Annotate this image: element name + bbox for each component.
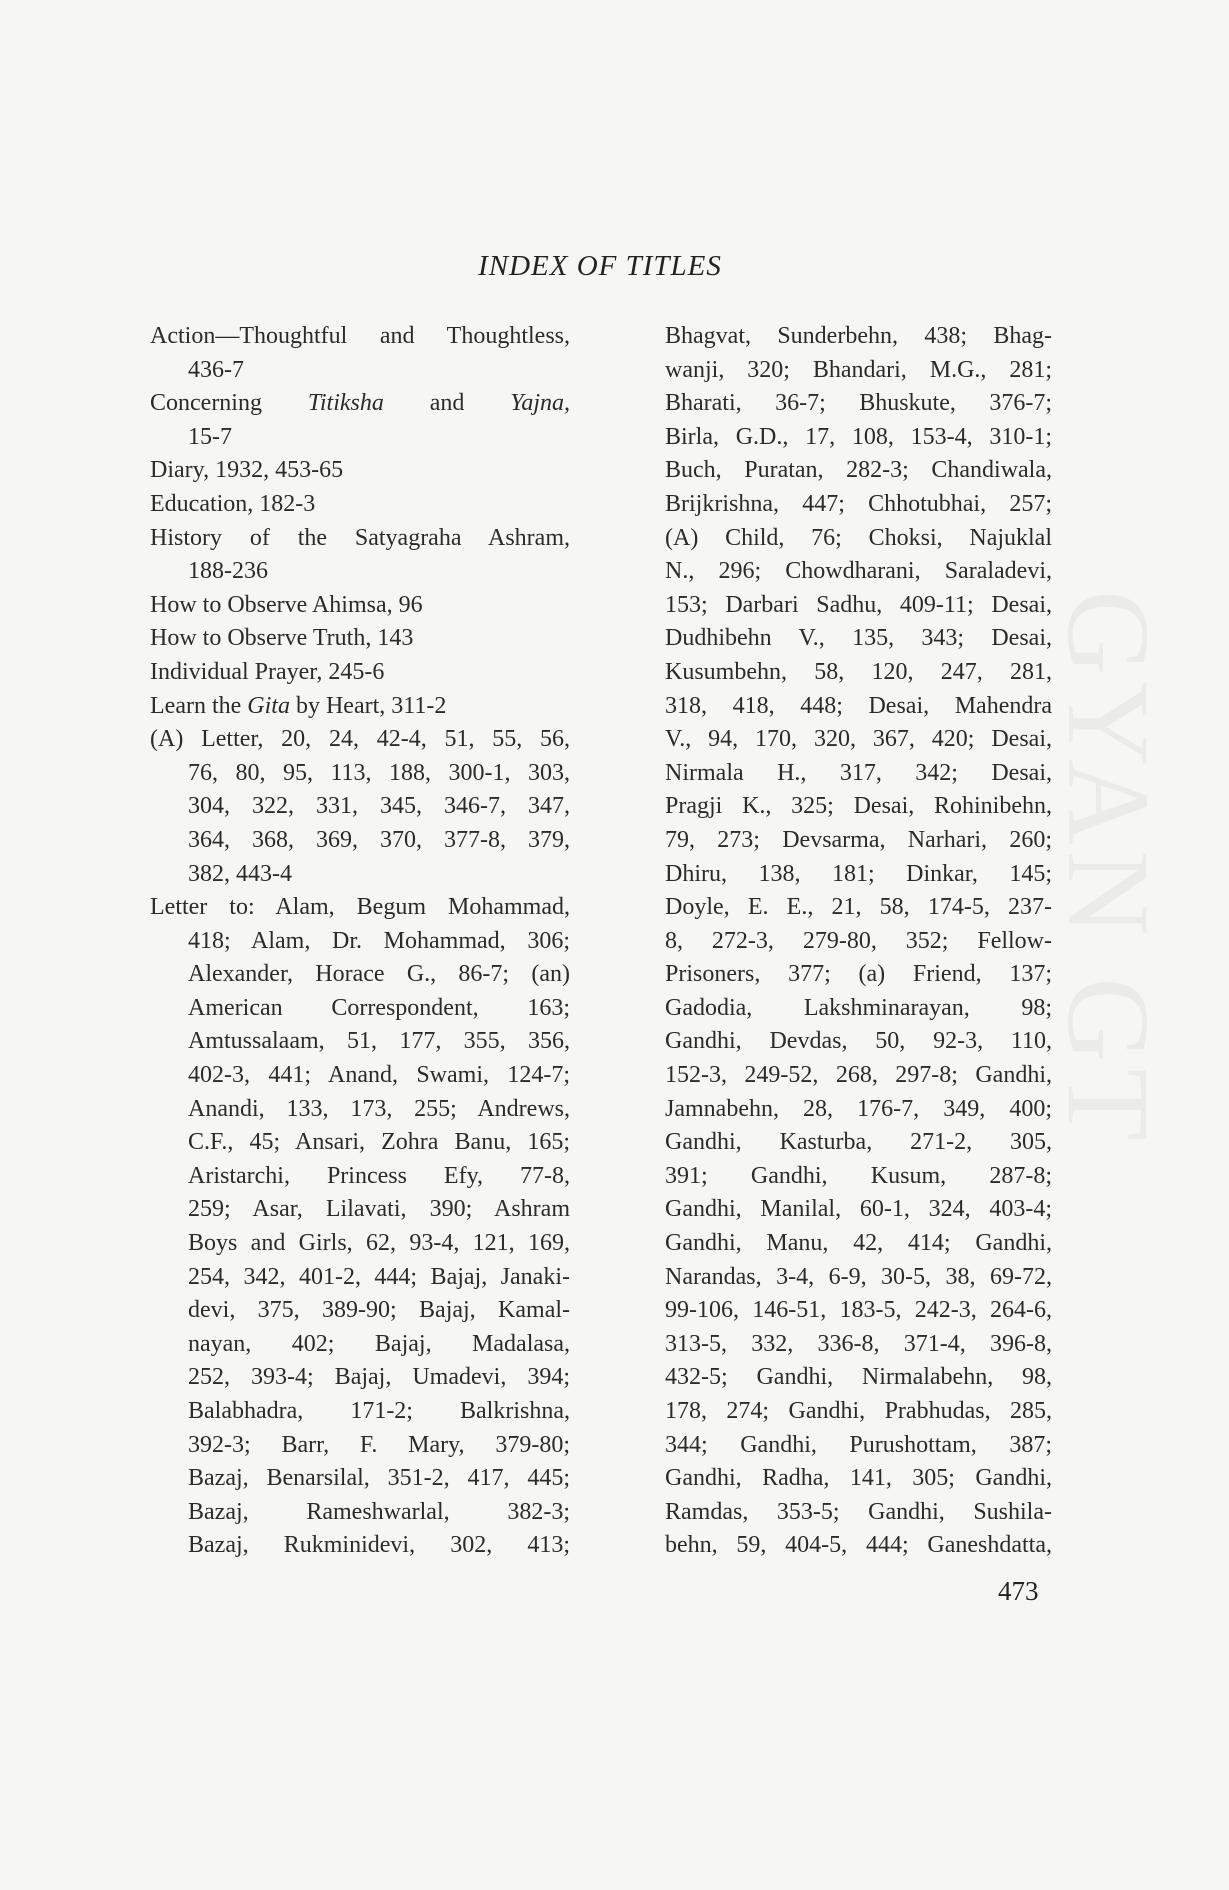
index-line: 418; Alam, Dr. Mohammad, 306; — [188, 927, 570, 954]
index-line: Education, 182-3 — [150, 490, 316, 517]
index-line: Diary, 1932, 453-65 — [150, 457, 344, 484]
index-line: N., 296; Chowdharani, Saraladevi, — [665, 558, 1052, 585]
index-line: 99-106, 146-51, 183-5, 242-3, 264-6, — [665, 1297, 1052, 1324]
index-line: 392-3; Barr, F. Mary, 379-80; — [188, 1431, 570, 1458]
index-line: 152-3, 249-52, 268, 297-8; Gandhi, — [665, 1062, 1052, 1089]
index-line: (A) Letter, 20, 24, 42-4, 51, 55, 56, — [150, 726, 570, 753]
index-line: Gandhi, Devdas, 50, 92-3, 110, — [665, 1028, 1052, 1055]
index-line: Balabhadra, 171-2; Balkrishna, — [188, 1398, 570, 1424]
index-line: Buch, Puratan, 282-3; Chandiwala, — [665, 457, 1052, 484]
index-text: by Heart, 311-2 — [289, 692, 447, 719]
index-line: Gadodia, Lakshminarayan, 98; — [665, 994, 1052, 1021]
index-line: C.F., 45; Ansari, Zohra Banu, 165; — [188, 1129, 570, 1156]
index-line: Boys and Girls, 62, 93-4, 121, 169, — [188, 1230, 570, 1257]
index-line: Pragji K., 325; Desai, Rohinibehn, — [665, 793, 1052, 820]
index-right-column — [665, 320, 1052, 1563]
index-line: Prisoners, 377; (a) Friend, 137; — [665, 961, 1052, 988]
index-text: Learn the — [150, 692, 248, 719]
index-line: 318, 418, 448; Desai, Mahendra — [665, 692, 1052, 719]
index-line: nayan, 402; Bajaj, Madalasa, — [188, 1330, 570, 1357]
index-word-italic: Gita — [247, 692, 290, 719]
index-line: 391; Gandhi, Kusum, 287-8; — [665, 1162, 1052, 1189]
index-line — [150, 690, 570, 724]
index-line: 304, 322, 331, 345, 346-7, 347, — [188, 793, 570, 820]
index-line: 79, 273; Devsarma, Narhari, 260; — [665, 826, 1052, 853]
index-line: 76, 80, 95, 113, 188, 300-1, 303, — [188, 759, 570, 786]
index-line: 313-5, 332, 336-8, 371-4, 396-8, — [665, 1330, 1052, 1357]
index-line: Nirmala H., 317, 342; Desai, — [665, 759, 1052, 786]
watermark: GYAN GT — [1043, 590, 1174, 1147]
index-line: Doyle, E. E., 21, 58, 174-5, 237- — [665, 894, 1052, 921]
index-line: V., 94, 170, 320, 367, 420; Desai, — [665, 726, 1052, 753]
index-line: Aristarchi, Princess Efy, 77-8, — [188, 1162, 570, 1189]
index-word-italic: Yajna, — [510, 390, 571, 417]
index-line: 382, 443-4 — [188, 860, 292, 887]
index-line: History of the Satyagraha Ashram, — [150, 524, 570, 551]
index-left-column — [150, 320, 570, 1563]
page-title: INDEX OF TITLES — [478, 250, 722, 282]
index-line: Bazaj, Benarsilal, 351-2, 417, 445; — [188, 1465, 570, 1492]
index-line: Birla, G.D., 17, 108, 153-4, 310-1; — [665, 423, 1052, 450]
index-line: 252, 393-4; Bajaj, Umadevi, 394; — [188, 1364, 570, 1391]
index-word: Concerning — [150, 390, 262, 417]
index-line: (A) Child, 76; Choksi, Najuklal — [665, 524, 1052, 551]
index-line: Dhiru, 138, 181; Dinkar, 145; — [665, 860, 1052, 887]
index-line: Brijkrishna, 447; Chhotubhai, 257; — [665, 490, 1052, 517]
index-line: Narandas, 3-4, 6-9, 30-5, 38, 69-72, — [665, 1263, 1052, 1290]
index-line: 188-236 — [188, 558, 268, 585]
index-line: Ramdas, 353-5; Gandhi, Sushila- — [665, 1498, 1052, 1525]
index-line: Dudhibehn V., 135, 343; Desai, — [665, 625, 1052, 652]
index-line: 15-7 — [188, 423, 232, 450]
index-line: Jamnabehn, 28, 176-7, 349, 400; — [665, 1095, 1052, 1122]
index-line — [150, 387, 570, 421]
page-number: 473 — [998, 1576, 1039, 1606]
index-line: 8, 272-3, 279-80, 352; Fellow- — [665, 927, 1052, 954]
index-line: Gandhi, Manu, 42, 414; Gandhi, — [665, 1230, 1052, 1257]
index-line: 364, 368, 369, 370, 377-8, 379, — [188, 826, 570, 853]
index-line: Letter to: Alam, Begum Mohammad, — [150, 894, 570, 921]
index-line: Gandhi, Kasturba, 271-2, 305, — [665, 1129, 1052, 1156]
index-line: 432-5; Gandhi, Nirmalabehn, 98, — [665, 1364, 1052, 1391]
index-line: 178, 274; Gandhi, Prabhudas, 285, — [665, 1398, 1052, 1424]
index-line: Bhagvat, Sunderbehn, 438; Bhag- — [665, 323, 1052, 349]
index-line: 153; Darbari Sadhu, 409-11; Desai, — [665, 591, 1052, 618]
index-line: 402-3, 441; Anand, Swami, 124-7; — [188, 1062, 570, 1089]
index-line: 344; Gandhi, Purushottam, 387; — [665, 1431, 1052, 1458]
index-line: Gandhi, Radha, 141, 305; Gandhi, — [665, 1465, 1052, 1492]
index-line: 259; Asar, Lilavati, 390; Ashram — [188, 1196, 570, 1223]
index-line: Gandhi, Manilal, 60-1, 324, 403-4; — [665, 1196, 1052, 1223]
index-line: Amtussalaam, 51, 177, 355, 356, — [188, 1028, 570, 1055]
index-line: Bazaj, Rameshwarlal, 382-3; — [188, 1498, 570, 1525]
index-line: Anandi, 133, 173, 255; Andrews, — [188, 1095, 570, 1122]
index-line: 436-7 — [188, 356, 244, 383]
index-line: 254, 342, 401-2, 444; Bajaj, Janaki- — [188, 1263, 570, 1290]
index-line: How to Observe Ahimsa, 96 — [150, 591, 423, 618]
index-line: American Correspondent, 163; — [188, 994, 570, 1021]
index-line: Individual Prayer, 245-6 — [150, 658, 385, 685]
index-line: devi, 375, 389-90; Bajaj, Kamal- — [188, 1297, 570, 1324]
index-line: Action—Thoughtful and Thoughtless, — [150, 323, 570, 349]
index-word: and — [429, 390, 465, 417]
index-line: wanji, 320; Bhandari, M.G., 281; — [665, 356, 1052, 383]
index-line: Kusumbehn, 58, 120, 247, 281, — [665, 658, 1052, 685]
index-line: Bharati, 36-7; Bhuskute, 376-7; — [665, 390, 1052, 417]
index-word-italic: Titiksha — [307, 390, 384, 417]
index-line: Bazaj, Rukminidevi, 302, 413; — [188, 1532, 570, 1559]
index-line: behn, 59, 404-5, 444; Ganeshdatta, — [665, 1532, 1052, 1559]
index-line: Alexander, Horace G., 86-7; (an) — [188, 961, 570, 988]
index-line: How to Observe Truth, 143 — [150, 625, 414, 652]
